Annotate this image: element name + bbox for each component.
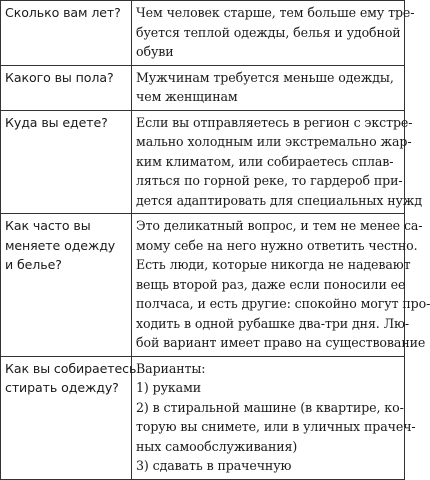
answer-line: ляться по горной реке, то гардероб при- <box>136 173 403 188</box>
question-text: Как вы собираетесь <box>5 360 137 376</box>
answer-line: мально холодным или экстремально жар- <box>136 134 412 149</box>
answer-line: Чем человек старше, тем больше ему тре- <box>136 5 415 20</box>
answer-line: чем женщинам <box>136 89 238 104</box>
question-cell <box>1 110 132 214</box>
answer-cell <box>132 356 416 479</box>
answer-line: мому себе на него нужно ответить честно. <box>136 237 418 253</box>
question-text: и белье? <box>5 257 62 272</box>
list-item <box>136 398 416 457</box>
variant-line: 3) сдавать в прачечную <box>136 458 292 473</box>
variants-intro: Варианты: <box>136 360 206 376</box>
answer-line: ким климатом, или собираетесь сплав- <box>136 153 394 169</box>
answer-line: ходить в одной рубашке два-три дня. Лю- <box>136 315 410 331</box>
variant-line: ных самообслуживания) <box>136 438 298 454</box>
question-text: Какого вы пола? <box>5 69 114 85</box>
table-row <box>1 1 405 66</box>
answer-cell <box>132 110 422 214</box>
answer-line: Есть люди, которые никогда не надевают <box>136 257 411 272</box>
question-text: стирать одежду? <box>5 380 119 395</box>
variant-line: торую вы снимете, или в уличных прачеч- <box>136 419 416 434</box>
question-text: Как часто вы <box>5 218 91 233</box>
variant-line: 2) в стиральной машине (в квартире, ко- <box>136 399 404 415</box>
question-text: Куда вы едете? <box>5 114 108 130</box>
variants-list <box>136 378 416 476</box>
answer-line: вещь второй раз, даже если поносили ее <box>136 276 406 292</box>
table-row <box>1 214 405 357</box>
answer-line: Мужчинам требуется меньше одежды, <box>136 69 394 85</box>
list-item <box>136 456 400 476</box>
list-item <box>136 378 400 398</box>
table-row <box>1 110 405 214</box>
answer-line: Если вы отправляетесь в регион с экстре- <box>136 114 413 130</box>
table-row <box>1 356 405 479</box>
answer-line: полчаса, и есть другие: спокойно могут про- <box>136 296 430 311</box>
answer-cell <box>132 65 405 110</box>
answer-cell <box>132 1 415 66</box>
answer-line: Это деликатный вопрос, и тем не менее са- <box>136 218 423 233</box>
question-cell <box>1 214 132 357</box>
question-cell <box>1 356 137 479</box>
table-row <box>1 65 405 110</box>
answer-line: буется теплой одежды, белья и удобной <box>136 24 401 40</box>
question-text: Сколько вам лет? <box>5 5 121 20</box>
question-cell <box>1 1 132 66</box>
answer-cell <box>132 214 430 357</box>
variant-line: 1) руками <box>136 380 202 395</box>
answer-line: обуви <box>136 44 174 59</box>
answer-line: бой вариант имеет право на существование <box>136 335 426 350</box>
question-cell <box>1 65 132 110</box>
question-text: меняете одежду <box>5 237 116 253</box>
answer-line: дется адаптировать для специальных нужд <box>136 192 422 208</box>
